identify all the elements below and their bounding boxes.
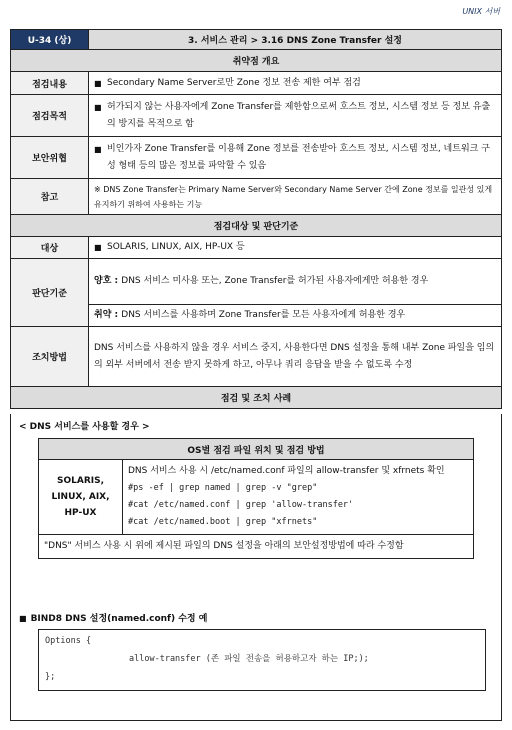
os-note: "DNS" 서비스 사용 시 위에 제시된 파일의 DNS 설정을 아래의 보안설정방법에 따라 수정함 [44, 541, 404, 551]
bad-text: DNS 서비스를 사용하며 Zone Transfer를 모든 사용자에게 허용한 경우 [121, 310, 406, 320]
square-bullet-icon: ■ [94, 102, 102, 112]
action-cell [89, 327, 502, 387]
target-cell [89, 237, 502, 259]
check-content-text: Secondary Name Server로만 Zone 정보 전송 제한 여부 점검 [107, 77, 361, 88]
command-line: #cat /etc/named.conf | grep 'allow-transfer' [128, 500, 354, 510]
bind-title-text: BIND8 DNS 설정(named.conf) 수정 예 [30, 614, 208, 624]
good-text: DNS 서비스 미사용 또는, Zone Transfer를 허가된 사용자에게만 허용한 경우 [121, 276, 429, 286]
section-cases: 점검 및 조치 사례 [11, 387, 502, 409]
case-section [10, 414, 502, 721]
item-code: U-34 (상) [11, 30, 89, 50]
square-bullet-icon: ■ [94, 144, 102, 154]
code-line: }; [45, 672, 56, 682]
os-list [39, 460, 123, 535]
os-line: SOLARIS, [56, 476, 104, 486]
action-label: 조치방법 [11, 327, 89, 387]
target-text: SOLARIS, LINUX, AIX, HP-UX 등 [107, 242, 245, 252]
os-line: HP-UX [64, 508, 97, 518]
page-category-tag: UNIX 서버 [462, 7, 500, 16]
reference-text: ※ DNS Zone Transfer는 Primary Name Server와 Secondary Name Server 간에 Zone 정보를 일관성 있게 유지하기 위하여 사용하는 기능 [94, 184, 493, 209]
code-line: Options { [45, 636, 92, 646]
security-threat-text: 비인가자 Zone Transfer를 이용해 Zone 정보를 전송받아 호스트 정보, 시스템 정보, 네트워크 구성 형태 등의 많은 정보를 파악할 수 있음 [107, 143, 490, 171]
vulnerability-table [10, 29, 502, 409]
check-purpose-cell [89, 95, 502, 137]
bad-label: 취약 : [94, 310, 122, 320]
reference-cell [89, 179, 502, 215]
os-check-table [38, 438, 474, 559]
os-note-cell [39, 535, 474, 559]
os-table-header: OS별 점검 파일 위치 및 점검 방법 [39, 439, 474, 460]
method-description: DNS 서비스 사용 시 /etc/named.conf 파일의 allow-transfer 및 xfrnets 확인 [128, 466, 445, 476]
os-line: LINUX, AIX, [51, 492, 110, 502]
check-purpose-label: 점검목적 [11, 95, 89, 137]
section-criteria: 점검대상 및 판단기준 [11, 215, 502, 237]
check-purpose-text: 허가되지 않는 사용자에게 Zone Transfer를 제한함으로써 호스트 정보, 시스템 정보 등 정보 유출의 방지를 목적으로 함 [107, 101, 491, 129]
judgement-bad-cell [89, 305, 502, 327]
reference-label: 참고 [11, 179, 89, 215]
section-overview: 취약점 개요 [11, 50, 502, 72]
command-line: #cat /etc/named.boot | grep "xfrnets" [128, 517, 318, 527]
case-title: < DNS 서비스를 사용할 경우 > [19, 422, 150, 432]
config-code-box [38, 629, 486, 691]
check-content-label: 점검내용 [11, 72, 89, 95]
square-bullet-icon: ■ [19, 614, 27, 623]
judgement-good-cell [89, 259, 502, 305]
command-line: #ps -ef | grep named | grep -v "grep" [128, 483, 318, 493]
code-line: allow-transfer (존 파일 전송을 허용하고자 하는 IP;); [129, 654, 369, 664]
check-content-cell [89, 72, 502, 95]
item-title: 3. 서비스 관리 > 3.16 DNS Zone Transfer 설정 [89, 30, 502, 50]
square-bullet-icon: ■ [94, 78, 102, 88]
good-label: 양호 : [94, 276, 122, 286]
security-threat-cell [89, 137, 502, 179]
action-text: DNS 서비스를 사용하지 않을 경우 서비스 중지, 사용한다면 DNS 설정을 통해 내부 Zone 파일을 임의의 외부 서버에서 전송 받지 못하게 하고, 아무나 쿼리 응답을 받을 수 없도록 수정 [94, 342, 495, 370]
square-bullet-icon: ■ [94, 243, 102, 252]
target-label: 대상 [11, 237, 89, 259]
security-threat-label: 보안위협 [11, 137, 89, 179]
judgement-label: 판단기준 [11, 259, 89, 327]
bind-section-title [19, 611, 207, 624]
os-method-cell [123, 460, 474, 535]
